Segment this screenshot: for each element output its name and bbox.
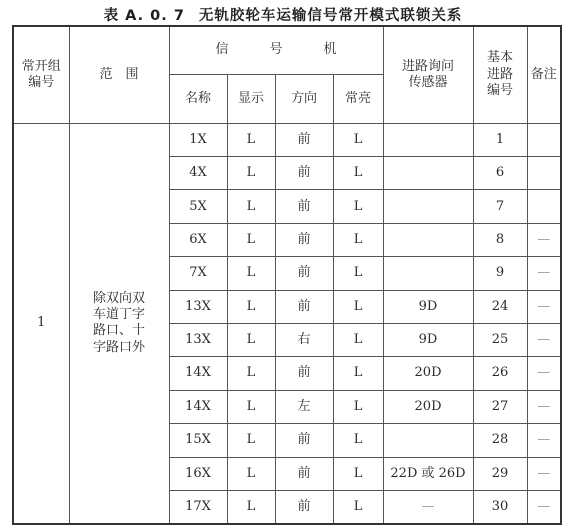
- range-cell: [69, 123, 169, 524]
- cell-direction: 前: [275, 424, 333, 457]
- cell-route: 27: [473, 390, 527, 423]
- header-sensor-line-2: 传感器: [408, 74, 448, 90]
- header-note: 备注: [527, 26, 561, 123]
- header-group-line-2: 编号: [28, 74, 55, 90]
- cell-direction: 前: [275, 290, 333, 323]
- cell-route: 28: [473, 424, 527, 457]
- cell-route: 7: [473, 190, 527, 223]
- cell-display: L: [227, 223, 275, 256]
- cell-always-on: L: [333, 424, 383, 457]
- range-line: 除双向双: [92, 290, 145, 306]
- cell-note: —: [527, 257, 561, 290]
- cell-route: 25: [473, 324, 527, 357]
- cell-sensor: 9D: [383, 324, 473, 357]
- cell-sensor: [383, 257, 473, 290]
- header-direction: 方向: [275, 75, 333, 124]
- cell-name: 6X: [169, 223, 227, 256]
- cell-name: 13X: [169, 324, 227, 357]
- cell-sensor: [383, 190, 473, 223]
- cell-name: 5X: [169, 190, 227, 223]
- cell-display: L: [227, 357, 275, 390]
- cell-always-on: L: [333, 390, 383, 423]
- table-caption: 无轨胶轮车运输信号常开模式联锁关系: [198, 8, 463, 24]
- header-route-line-3: 编号: [487, 82, 514, 98]
- cell-note: —: [527, 324, 561, 357]
- cell-direction: 前: [275, 157, 333, 190]
- header-sensor-line-1: 进路询问: [402, 58, 455, 74]
- cell-name: 14X: [169, 390, 227, 423]
- cell-sensor: [383, 223, 473, 256]
- cell-route: 29: [473, 457, 527, 490]
- table-row: [13, 123, 561, 156]
- range-line: 车道丁字: [92, 307, 145, 323]
- cell-always-on: L: [333, 257, 383, 290]
- table-number: 表 A. 0. 7: [103, 8, 185, 24]
- cell-note: [527, 157, 561, 190]
- header-name: 名称: [169, 75, 227, 124]
- cell-route: 26: [473, 357, 527, 390]
- header-range: 范 围: [69, 26, 169, 123]
- header-route-line-2: 进路: [487, 66, 514, 82]
- cell-direction: 前: [275, 490, 333, 524]
- cell-display: L: [227, 390, 275, 423]
- cell-display: L: [227, 190, 275, 223]
- cell-display: L: [227, 324, 275, 357]
- header-group-line-1: 常开组: [21, 58, 61, 74]
- header-row-top: [13, 26, 561, 75]
- cell-note: [527, 123, 561, 156]
- cell-sensor: [383, 424, 473, 457]
- table-title: [0, 4, 566, 26]
- cell-note: —: [527, 490, 561, 524]
- cell-direction: 右: [275, 324, 333, 357]
- cell-direction: 前: [275, 257, 333, 290]
- cell-display: L: [227, 424, 275, 457]
- cell-note: —: [527, 290, 561, 323]
- group-number-cell: 1: [13, 123, 69, 524]
- cell-name: 15X: [169, 424, 227, 457]
- cell-always-on: L: [333, 190, 383, 223]
- cell-always-on: L: [333, 123, 383, 156]
- cell-always-on: L: [333, 157, 383, 190]
- cell-note: —: [527, 424, 561, 457]
- header-route-line-1: 基本: [487, 50, 514, 66]
- cell-route: 24: [473, 290, 527, 323]
- header-display: 显示: [227, 75, 275, 124]
- cell-route: 6: [473, 157, 527, 190]
- cell-always-on: L: [333, 223, 383, 256]
- cell-name: 4X: [169, 157, 227, 190]
- cell-display: L: [227, 123, 275, 156]
- cell-direction: 前: [275, 123, 333, 156]
- cell-route: 8: [473, 223, 527, 256]
- cell-name: 7X: [169, 257, 227, 290]
- cell-display: L: [227, 157, 275, 190]
- cell-route: 30: [473, 490, 527, 524]
- cell-note: —: [527, 457, 561, 490]
- header-route: [473, 26, 527, 123]
- cell-sensor: 9D: [383, 290, 473, 323]
- range-line: 路口、十: [92, 323, 145, 339]
- cell-name: 17X: [169, 490, 227, 524]
- cell-name: 16X: [169, 457, 227, 490]
- cell-display: L: [227, 457, 275, 490]
- cell-direction: 前: [275, 457, 333, 490]
- cell-name: 14X: [169, 357, 227, 390]
- cell-sensor: 20D: [383, 357, 473, 390]
- interlock-table: [12, 25, 562, 525]
- cell-direction: 前: [275, 223, 333, 256]
- header-signal: 信 号 机: [169, 26, 383, 75]
- cell-note: —: [527, 357, 561, 390]
- cell-always-on: L: [333, 290, 383, 323]
- cell-name: 1X: [169, 123, 227, 156]
- cell-sensor: 20D: [383, 390, 473, 423]
- cell-display: L: [227, 257, 275, 290]
- cell-always-on: L: [333, 357, 383, 390]
- table-body: [13, 26, 561, 524]
- cell-sensor: —: [383, 490, 473, 524]
- cell-direction: 左: [275, 390, 333, 423]
- cell-sensor: [383, 157, 473, 190]
- cell-display: L: [227, 290, 275, 323]
- cell-display: L: [227, 490, 275, 524]
- cell-route: 9: [473, 257, 527, 290]
- cell-direction: 前: [275, 190, 333, 223]
- cell-sensor: [383, 123, 473, 156]
- cell-name: 13X: [169, 290, 227, 323]
- header-group-number: [13, 26, 69, 123]
- cell-sensor: 22D 或 26D: [383, 457, 473, 490]
- cell-route: 1: [473, 123, 527, 156]
- cell-note: —: [527, 223, 561, 256]
- cell-note: —: [527, 390, 561, 423]
- header-always-on: 常亮: [333, 75, 383, 124]
- cell-always-on: L: [333, 457, 383, 490]
- range-line: 字路口外: [92, 339, 145, 355]
- cell-always-on: L: [333, 324, 383, 357]
- cell-always-on: L: [333, 490, 383, 524]
- cell-note: [527, 190, 561, 223]
- header-sensor: [383, 26, 473, 123]
- cell-direction: 前: [275, 357, 333, 390]
